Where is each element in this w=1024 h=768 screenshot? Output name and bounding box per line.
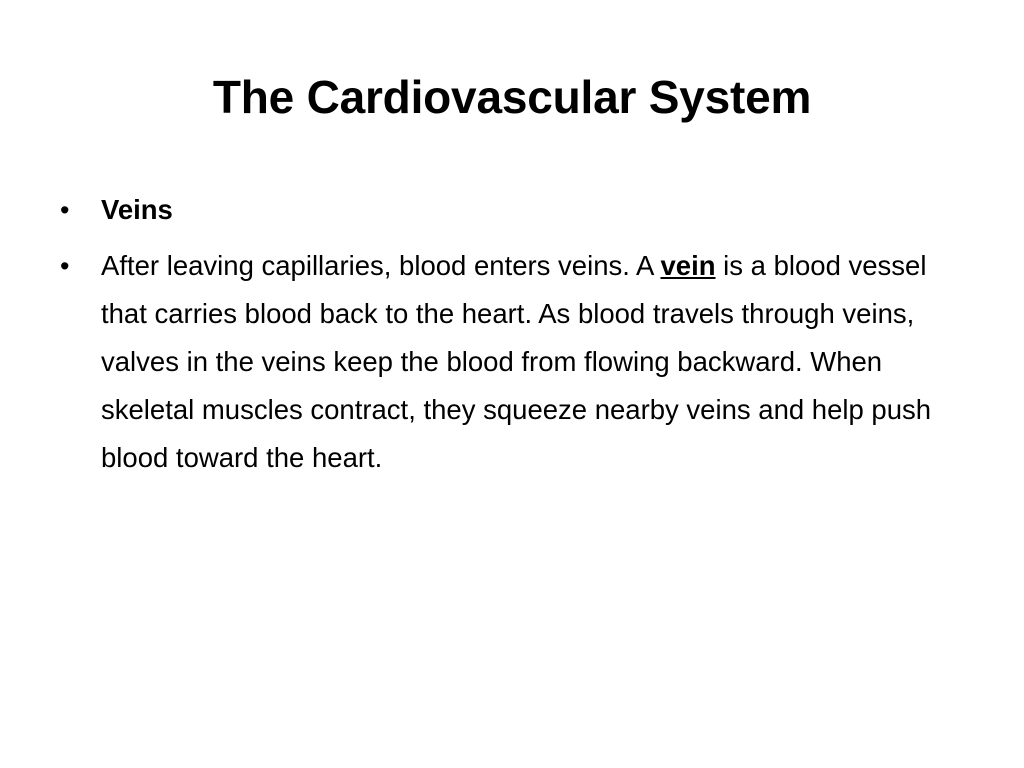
bullet-heading-text: Veins	[101, 194, 173, 225]
bullet-icon: •	[60, 251, 70, 281]
bullet-icon: •	[60, 195, 70, 225]
bullet-list	[58, 186, 958, 490]
bullet-item-vein-definition	[58, 242, 958, 482]
bullet-item-veins-heading	[58, 186, 958, 234]
bullet-text-after: is a blood vessel that carries blood back to the heart. As blood travels through veins, valves in the veins keep the blood from flowing backward. When skeletal muscles contract, they squeeze nearby veins and help push blood toward the heart.	[101, 250, 932, 473]
bullet-text-before: After leaving capillaries, blood enters veins. A	[101, 250, 661, 281]
slide-title: The Cardiovascular System	[212, 71, 812, 123]
key-term-vein: vein	[660, 250, 716, 281]
